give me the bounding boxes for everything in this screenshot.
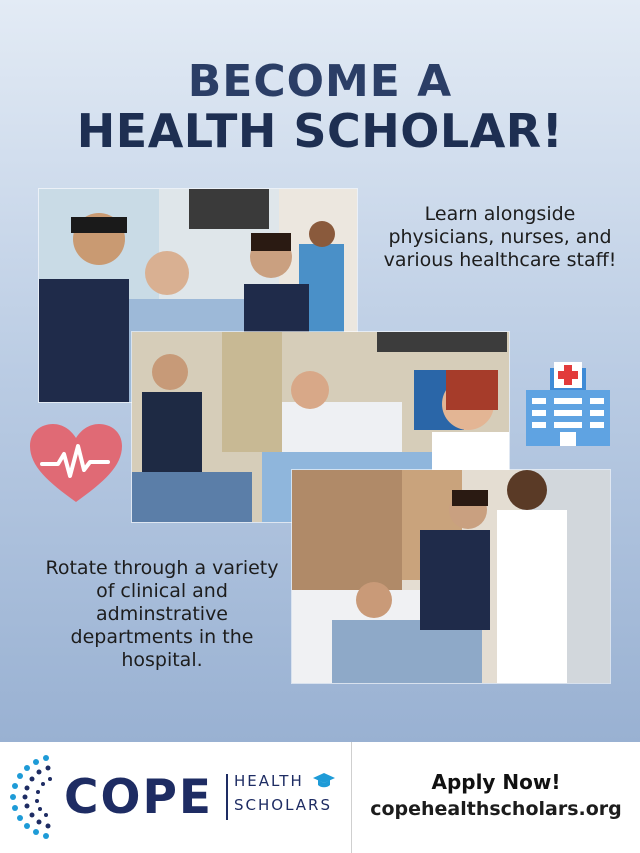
headline-line-1: BECOME A [187, 56, 453, 107]
graduation-cap-icon [312, 772, 336, 790]
brand-name: COPE [64, 770, 213, 825]
headline-line-2: HEALTH SCHOLAR! [76, 104, 564, 158]
footer [0, 742, 640, 853]
brand-sub-health: HEALTH [234, 772, 304, 790]
logo-dots-icon [6, 752, 58, 844]
doctor-and-nurse-photo [291, 469, 611, 684]
hospital-icon [524, 360, 612, 446]
blurb-bottom: Rotate through a variety of clinical and adminstrative departments in the hospital. [45, 557, 279, 671]
blurb-top: Learn alongside physicians, nurses, and various healthcare staff! [383, 203, 617, 271]
brand-sub-scholars: SCHOLARS [234, 796, 332, 814]
heartbeat-icon [28, 422, 124, 504]
brand-divider [226, 774, 228, 820]
website-link[interactable]: copehealthscholars.org [370, 798, 622, 820]
apply-now-text: Apply Now! [431, 770, 561, 794]
